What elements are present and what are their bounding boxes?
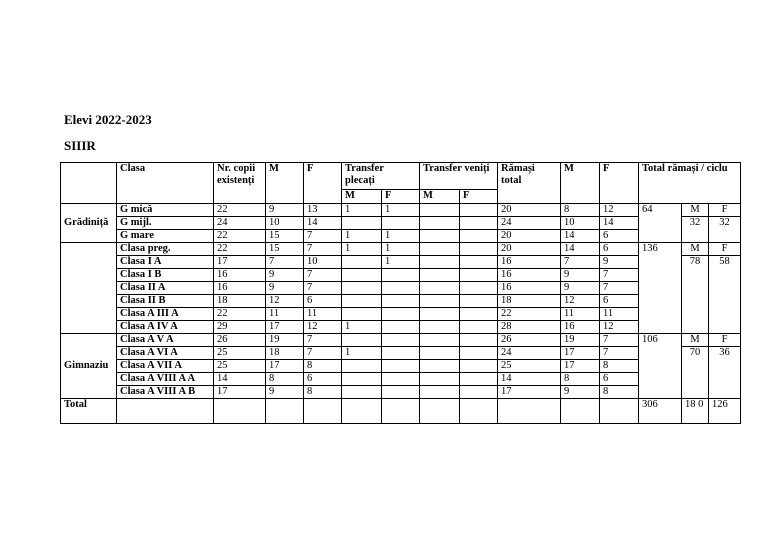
cell-f: 11	[304, 308, 342, 321]
cell-vm	[420, 204, 460, 217]
cell-pm	[342, 256, 382, 269]
cell-pm	[342, 360, 382, 373]
cycle-primar-f: 58	[709, 256, 741, 334]
cell-pm	[342, 334, 382, 347]
cell-pf	[382, 373, 420, 386]
cell-rf: 12	[600, 321, 639, 334]
cell-f: 6	[304, 295, 342, 308]
cell-rm: 9	[561, 282, 600, 295]
total-row	[61, 399, 741, 424]
cell-vm	[420, 217, 460, 230]
cell-pf: 1	[382, 230, 420, 243]
page-subtitle: SIIIR	[64, 138, 96, 153]
cell-rm: 9	[561, 269, 600, 282]
cell-vm	[420, 347, 460, 360]
cell-clasa: Clasa preg.	[117, 243, 214, 256]
cell-rm: 9	[561, 386, 600, 399]
cell-vm	[420, 334, 460, 347]
cell-nr: 26	[214, 334, 266, 347]
cell-rm: 14	[561, 230, 600, 243]
cell-m: 17	[266, 321, 304, 334]
header-nr-copii: Nr. copii existenți	[214, 163, 266, 204]
cell-vm	[420, 269, 460, 282]
cell-clasa: Clasa A III A	[117, 308, 214, 321]
cycle-gradinita-f-label: F	[709, 204, 741, 217]
cell-rt: 25	[498, 360, 561, 373]
cell-rf: 6	[600, 230, 639, 243]
cell-rm: 16	[561, 321, 600, 334]
cell-f: 7	[304, 282, 342, 295]
cell-rf: 6	[600, 373, 639, 386]
cell-rf: 6	[600, 243, 639, 256]
cell-rt: 20	[498, 204, 561, 217]
students-table	[60, 162, 741, 424]
cell-rt: 28	[498, 321, 561, 334]
cycle-gradinita-m-label: M	[682, 204, 709, 217]
cell-rf: 7	[600, 334, 639, 347]
cell-vf	[460, 386, 498, 399]
cell-nr: 29	[214, 321, 266, 334]
cell-vf	[460, 217, 498, 230]
cell-pm: 1	[342, 321, 382, 334]
cell-rf: 7	[600, 282, 639, 295]
cell-pm: 1	[342, 243, 382, 256]
cell-rm: 11	[561, 308, 600, 321]
subheader-veniti-m: M	[420, 190, 460, 204]
cell-rm: 7	[561, 256, 600, 269]
cell-vf	[460, 308, 498, 321]
cell-vf	[460, 230, 498, 243]
cell-pm: 1	[342, 347, 382, 360]
cell-f: 7	[304, 230, 342, 243]
cell-rf: 7	[600, 269, 639, 282]
cycle-gimnaziu-m: 70	[682, 347, 709, 399]
cell-pm	[342, 282, 382, 295]
cycle-gimnaziu-m-label: M	[682, 334, 709, 347]
cell-clasa: G mare	[117, 230, 214, 243]
cell-m: 15	[266, 230, 304, 243]
total-m: 18 0	[682, 399, 709, 424]
cycle-gradinita-total: 64	[639, 204, 682, 243]
page-title: Elevi 2022-2023	[64, 112, 152, 127]
total-empty-cell	[600, 399, 639, 424]
cycle-gradinita-m: 32	[682, 217, 709, 243]
total-f: 126	[709, 399, 741, 424]
cell-vf	[460, 269, 498, 282]
group-gradinita: Grădiniță	[61, 204, 117, 243]
cell-nr: 22	[214, 308, 266, 321]
group-gimnaziu: Gimnaziu	[61, 334, 117, 399]
cell-rt: 24	[498, 217, 561, 230]
cell-nr: 22	[214, 204, 266, 217]
cell-vf	[460, 282, 498, 295]
cell-rm: 10	[561, 217, 600, 230]
header-total-ciclu: Total rămași / ciclu	[639, 163, 741, 204]
table-row	[61, 243, 741, 256]
cell-rt: 22	[498, 308, 561, 321]
cell-pf	[382, 282, 420, 295]
cell-rf: 14	[600, 217, 639, 230]
cell-clasa: Clasa II A	[117, 282, 214, 295]
cell-nr: 14	[214, 373, 266, 386]
cell-vm	[420, 360, 460, 373]
cell-pm	[342, 269, 382, 282]
header-ramasi-m: M	[561, 163, 600, 204]
header-clasa: Clasa	[117, 163, 214, 204]
cell-pf	[382, 217, 420, 230]
cell-clasa: Clasa A VII A	[117, 360, 214, 373]
cell-pf	[382, 308, 420, 321]
cell-f: 7	[304, 269, 342, 282]
cycle-primar-total: 136	[639, 243, 682, 334]
header-empty	[61, 163, 117, 204]
cell-rf: 9	[600, 256, 639, 269]
cell-rm: 17	[561, 347, 600, 360]
subheader-plecati-f: F	[382, 190, 420, 204]
cell-rm: 19	[561, 334, 600, 347]
cell-pm	[342, 386, 382, 399]
cell-m: 19	[266, 334, 304, 347]
cell-clasa: Clasa I A	[117, 256, 214, 269]
total-empty-cell	[342, 399, 382, 424]
cell-rf: 7	[600, 347, 639, 360]
cell-m: 11	[266, 308, 304, 321]
cell-clasa: G mijl.	[117, 217, 214, 230]
cell-f: 7	[304, 334, 342, 347]
cell-nr: 25	[214, 347, 266, 360]
cell-nr: 16	[214, 282, 266, 295]
header-f: F	[304, 163, 342, 204]
cell-rt: 16	[498, 256, 561, 269]
cell-vf	[460, 334, 498, 347]
cell-clasa: Clasa II B	[117, 295, 214, 308]
cell-nr: 17	[214, 256, 266, 269]
cell-pf	[382, 269, 420, 282]
total-empty-cell	[382, 399, 420, 424]
subheader-plecati-m: M	[342, 190, 382, 204]
cell-clasa: Clasa A VIII A A	[117, 373, 214, 386]
total-label: Total	[61, 399, 117, 424]
cell-pm	[342, 295, 382, 308]
cell-rm: 12	[561, 295, 600, 308]
cell-rf: 6	[600, 295, 639, 308]
cell-rm: 14	[561, 243, 600, 256]
cell-m: 9	[266, 269, 304, 282]
cell-m: 9	[266, 204, 304, 217]
cell-f: 10	[304, 256, 342, 269]
cell-f: 7	[304, 243, 342, 256]
cycle-primar-f-label: F	[709, 243, 741, 256]
cell-vf	[460, 360, 498, 373]
cycle-primar-m: 78	[682, 256, 709, 334]
total-empty-cell	[266, 399, 304, 424]
cell-pm	[342, 308, 382, 321]
cell-clasa: Clasa A VI A	[117, 347, 214, 360]
cell-vf	[460, 295, 498, 308]
subheader-veniti-f: F	[460, 190, 498, 204]
header-m: M	[266, 163, 304, 204]
cell-vm	[420, 386, 460, 399]
cell-clasa: Clasa A V A	[117, 334, 214, 347]
total-empty-cell	[498, 399, 561, 424]
cell-vm	[420, 373, 460, 386]
cell-rt: 16	[498, 282, 561, 295]
cell-pf: 1	[382, 204, 420, 217]
cell-vf	[460, 321, 498, 334]
header-transfer-plecati: Transfer plecați	[342, 163, 420, 190]
cell-pf	[382, 360, 420, 373]
cell-vm	[420, 282, 460, 295]
cell-m: 10	[266, 217, 304, 230]
cell-f: 12	[304, 321, 342, 334]
cell-rt: 24	[498, 347, 561, 360]
cell-m: 15	[266, 243, 304, 256]
total-empty-cell	[214, 399, 266, 424]
total-empty-cell	[420, 399, 460, 424]
total-empty-cell	[561, 399, 600, 424]
total-empty-cell	[460, 399, 498, 424]
cell-m: 18	[266, 347, 304, 360]
cell-f: 13	[304, 204, 342, 217]
group-primar	[61, 243, 117, 334]
cell-pf	[382, 386, 420, 399]
cell-rm: 8	[561, 204, 600, 217]
cell-vf	[460, 243, 498, 256]
cell-pm	[342, 217, 382, 230]
cycle-gradinita-f: 32	[709, 217, 741, 243]
cell-rt: 16	[498, 269, 561, 282]
cell-f: 6	[304, 373, 342, 386]
cell-clasa: Clasa A VIII A B	[117, 386, 214, 399]
total-empty-cell	[304, 399, 342, 424]
cell-f: 14	[304, 217, 342, 230]
cell-rf: 8	[600, 386, 639, 399]
cell-m: 9	[266, 282, 304, 295]
cell-pm	[342, 373, 382, 386]
header-transfer-veniti: Transfer veniți	[420, 163, 498, 190]
cycle-primar-m-label: M	[682, 243, 709, 256]
cell-nr: 22	[214, 243, 266, 256]
cell-vf	[460, 373, 498, 386]
cell-vf	[460, 256, 498, 269]
cell-f: 7	[304, 347, 342, 360]
cell-m: 12	[266, 295, 304, 308]
cell-rf: 12	[600, 204, 639, 217]
cell-vf	[460, 204, 498, 217]
cell-rt: 14	[498, 373, 561, 386]
cell-vf	[460, 347, 498, 360]
cell-f: 8	[304, 386, 342, 399]
table-row	[61, 204, 741, 217]
cell-m: 9	[266, 386, 304, 399]
cell-nr: 17	[214, 386, 266, 399]
cell-rt: 20	[498, 243, 561, 256]
cell-clasa: Clasa I B	[117, 269, 214, 282]
cell-pf	[382, 295, 420, 308]
header-ramasi-total: Rămași total	[498, 163, 561, 204]
cell-m: 7	[266, 256, 304, 269]
cell-vm	[420, 243, 460, 256]
header-row	[61, 163, 741, 190]
cell-rm: 8	[561, 373, 600, 386]
cell-rt: 17	[498, 386, 561, 399]
cell-vm	[420, 230, 460, 243]
cycle-gimnaziu-f: 36	[709, 347, 741, 399]
cell-m: 17	[266, 360, 304, 373]
cell-f: 8	[304, 360, 342, 373]
cell-vm	[420, 321, 460, 334]
cell-m: 8	[266, 373, 304, 386]
cell-pf	[382, 334, 420, 347]
cell-rt: 20	[498, 230, 561, 243]
cell-clasa: G mică	[117, 204, 214, 217]
cell-pf: 1	[382, 243, 420, 256]
total-empty-cell	[117, 399, 214, 424]
cell-nr: 22	[214, 230, 266, 243]
header-ramasi-f: F	[600, 163, 639, 204]
cell-nr: 24	[214, 217, 266, 230]
cell-pf	[382, 347, 420, 360]
table-row	[61, 334, 741, 347]
cell-rf: 11	[600, 308, 639, 321]
cell-pf: 1	[382, 256, 420, 269]
cell-nr: 16	[214, 269, 266, 282]
cell-vm	[420, 256, 460, 269]
cell-nr: 25	[214, 360, 266, 373]
cell-nr: 18	[214, 295, 266, 308]
cell-rf: 8	[600, 360, 639, 373]
cell-rm: 17	[561, 360, 600, 373]
cell-rt: 26	[498, 334, 561, 347]
cell-pm: 1	[342, 230, 382, 243]
cell-pm: 1	[342, 204, 382, 217]
cell-clasa: Clasa A IV A	[117, 321, 214, 334]
cell-rt: 18	[498, 295, 561, 308]
cycle-gimnaziu-f-label: F	[709, 334, 741, 347]
cell-pf	[382, 321, 420, 334]
cell-vm	[420, 308, 460, 321]
cell-vm	[420, 295, 460, 308]
total-sum: 306	[639, 399, 682, 424]
cycle-gimnaziu-total: 106	[639, 334, 682, 399]
